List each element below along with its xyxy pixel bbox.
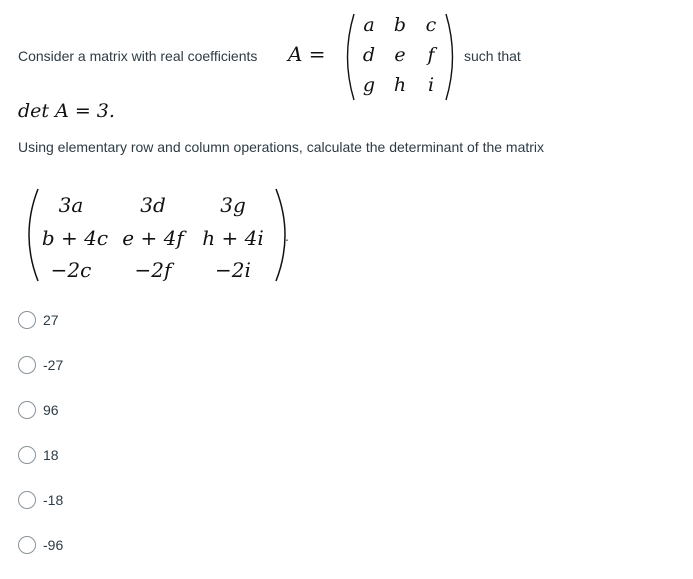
- radio-button[interactable]: [18, 401, 36, 419]
- matrix-a-cell: c: [425, 14, 437, 36]
- determinant-condition: det A = 3.: [18, 100, 115, 122]
- matrix-a-cell: g: [362, 74, 376, 96]
- radio-button[interactable]: [18, 356, 36, 374]
- matrix-b-cell: 3g: [220, 193, 246, 217]
- radio-button[interactable]: [18, 491, 36, 509]
- intro-text: Consider a matrix with real coefficients: [18, 48, 258, 64]
- matrix-b-period: .: [285, 228, 289, 244]
- answer-option[interactable]: [18, 444, 59, 466]
- matrix-b-cell: −2c: [50, 258, 92, 282]
- option-label: -27: [43, 357, 64, 373]
- matrix-b-cell: b + 4c: [41, 226, 109, 250]
- answer-option[interactable]: [18, 399, 59, 421]
- matrix-a-cell: h: [393, 74, 407, 96]
- radio-button[interactable]: [18, 536, 36, 554]
- such-that-text: such that: [464, 48, 521, 64]
- radio-button[interactable]: [18, 311, 36, 329]
- matrix-a-cell: i: [427, 74, 435, 96]
- answer-option[interactable]: [18, 489, 63, 511]
- option-label: 27: [43, 312, 59, 328]
- matrix-b-cell: −2i: [215, 258, 251, 282]
- matrix-a-cell: b: [393, 14, 407, 36]
- answer-option[interactable]: [18, 309, 59, 331]
- matrix-a-cell: a: [363, 14, 375, 36]
- question-text: Using elementary row and column operations, calculate the determinant of the matrix: [18, 139, 545, 155]
- matrix-b-cell: h + 4i: [202, 226, 264, 250]
- option-label: -96: [43, 537, 64, 553]
- matrix-b: [18, 185, 298, 285]
- matrix-definition-line: [18, 8, 678, 108]
- option-label: 18: [43, 447, 59, 463]
- matrix-b-cell: e + 4f: [122, 226, 184, 250]
- option-label: 96: [43, 402, 59, 418]
- a-equals: A =: [288, 42, 326, 66]
- matrix-a-cell: e: [394, 44, 406, 66]
- answer-option[interactable]: [18, 534, 63, 556]
- option-label: -18: [43, 492, 64, 508]
- radio-button[interactable]: [18, 446, 36, 464]
- matrix-a-cell: f: [427, 44, 435, 66]
- answer-option[interactable]: [18, 354, 63, 376]
- matrix-b-cell: 3d: [140, 193, 166, 217]
- matrix-b-cell: 3a: [58, 193, 84, 217]
- matrix-a-cell: d: [362, 44, 376, 66]
- matrix-a: [340, 8, 460, 106]
- matrix-b-cell: −2f: [134, 258, 172, 282]
